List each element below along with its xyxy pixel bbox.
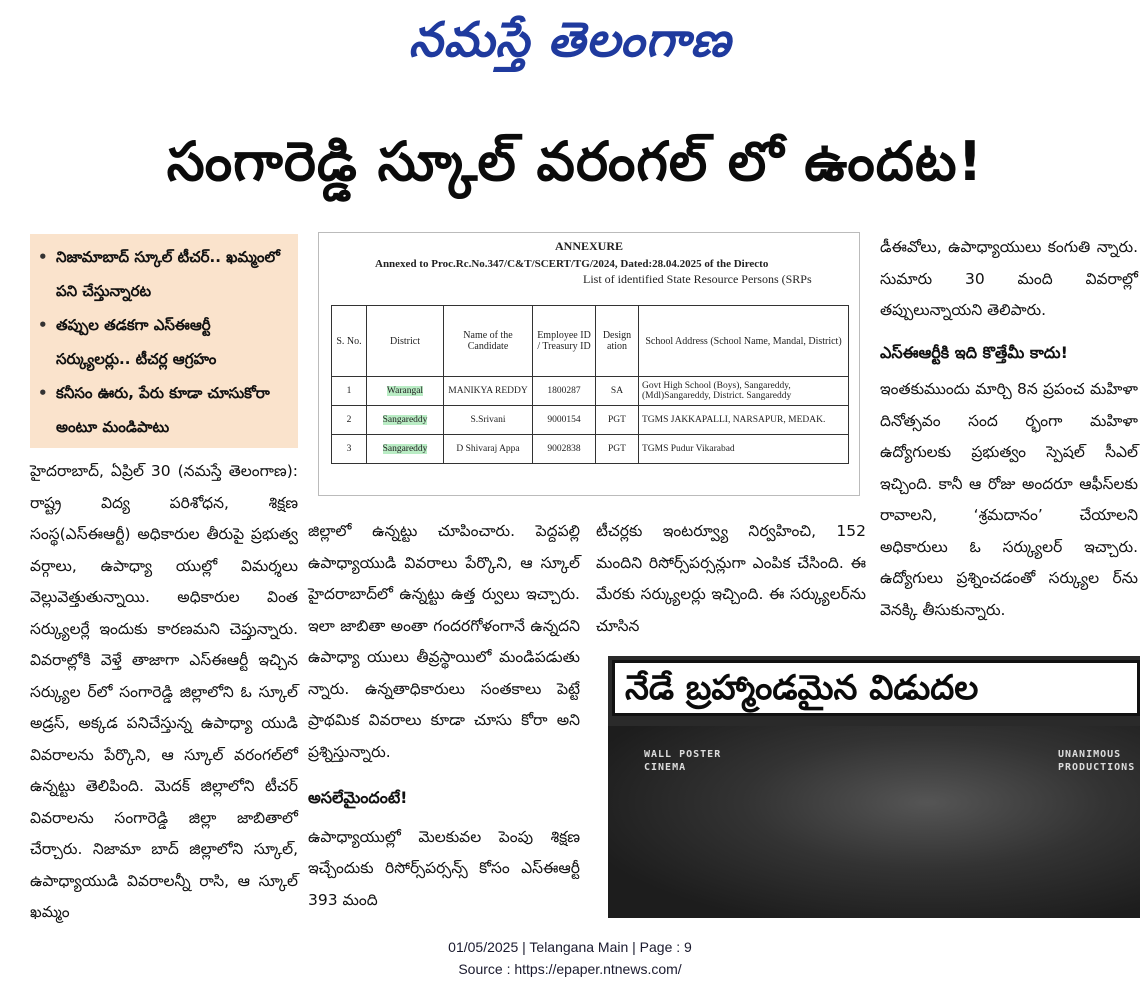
table-row — [332, 406, 849, 435]
cell-sno: 3 — [332, 435, 367, 464]
highlight-text: నిజామాబాద్ స్కూల్ టీచర్.. ఖమ్మంలో పని చేస్తున్నారట — [56, 248, 280, 300]
cell-name: MANIKYA REDDY — [444, 377, 533, 406]
bullet-icon: • — [38, 248, 48, 266]
cell-address: TGMS JAKKAPALLI, NARSAPUR, MEDAK. — [639, 406, 849, 435]
cell-district — [367, 377, 444, 406]
cell-name: S.Srivani — [444, 406, 533, 435]
highlights-box — [30, 234, 298, 448]
highlight-text: కనీసం ఊరు, పేరు కూడా చూసుకోరా అంటూ మండిపాటు — [56, 384, 270, 436]
cell-sno: 2 — [332, 406, 367, 435]
cell-employee-id: 1800287 — [533, 377, 596, 406]
annexure-image — [318, 232, 860, 496]
highlighted-district: Sangareddy — [382, 444, 428, 454]
ad-left-label: WALL POSTER CINEMA — [644, 749, 722, 773]
cell-district — [367, 435, 444, 464]
highlight-text: తప్పుల తడకగా ఎస్ఈఆర్టీ సర్క్యులర్లు.. టీచర్ల ఆగ్రహం — [56, 316, 217, 368]
annexure-reference: Annexed to Proc.Rc.No.347/C&T/SCERT/TG/2024, Dated:28.04.2025 of the Directo — [375, 258, 769, 270]
cell-designation: SA — [596, 377, 639, 406]
subheading-seert: ఎస్ఈఆర్టీకి ఇది కొత్తేమీ కాదు! — [880, 342, 1068, 362]
article-column-4 — [880, 232, 1138, 626]
highlight-item — [38, 376, 290, 444]
cell-employee-id: 9000154 — [533, 406, 596, 435]
cell-name: D Shivaraj Appa — [444, 435, 533, 464]
cell-sno: 1 — [332, 377, 367, 406]
header-designation: Design ation — [596, 306, 639, 377]
bullet-icon: • — [38, 316, 48, 334]
cell-address: TGMS Pudur Vikarabad — [639, 435, 849, 464]
annexure-list-title: List of identified State Resource Persons (SRPs — [583, 272, 812, 286]
column-1-text: హైదరాబాద్, ఏప్రిల్ 30 (నమస్తే తెలంగాణ): రాష్ట్ర విద్య పరిశోధన, శిక్షణ సంస్థ(ఎస్ఈఆర్టీ) అధికారుల తీరుపై ప్రభుత్వ వర్గాలు, ఉపాధ్యా యుల్లో విమర్శలు వెల్లువెత్తుతున్నాయి. అధికారుల వింత సర్క్యులర్లే ఇందుకు కారణమని చెప్తున్నారు. వివరాల్లోకి వెళ్తే తాజాగా ఎస్ఈఆర్టీ ఇచ్చిన సర్క్యుల ర్‌లో సంగారెడ్డి జిల్లాలోని ఓ స్కూల్ అడ్రస్, అక్కడ పనిచేస్తున్న ఉపాధ్యా యుడి వివరాలను పేర్కొని, ఆ స్కూల్ వరంగల్‌లో ఉన్నట్టు తెలిపింది. మెదక్ జిల్లాలోని టీచర్ వివరాలను సంగారెడ్డి జిల్లా జాబితాలో చేర్చారు. నిజామా బాద్ జిల్లాలోని స్కూల్, ఉపాధ్యాయుడి వివరాలన్నీ రాసి, ఆ స్కూల్ ఖమ్మం — [30, 462, 298, 921]
masthead-logo: నమస్తే తెలంగాణ — [408, 12, 732, 68]
highlighted-district: Sangareddy — [382, 415, 428, 425]
article-headline: సంగారెడ్డి స్కూల్ వరంగల్ లో ఉందట! — [166, 130, 984, 193]
annexure-title: ANNEXURE — [554, 239, 623, 253]
table-header-row — [332, 306, 849, 377]
column-2-text: జిల్లాలో ఉన్నట్టు చూపించారు. పెద్దపల్లి ఉపాధ్యాయుడి వివరాలు పేర్కొని, ఆ స్కూల్ హైదరాబాద్‌లో ఉన్నట్టు ఉత్త ర్వులు ఇచ్చారు. ఇలా జాబితా అంతా గందరగోళంగానే ఉన్నదని ఉపాధ్యా యులు తీవ్రస్థాయిలో మండిపడుతు న్నారు. ఉన్నతాధికారులు సంతకాలు పెట్టే ప్రాథమిక వివరాలు కూడా చూసు కోరా అని ప్రశ్నిస్తున్నారు. — [308, 522, 580, 761]
cell-designation: PGT — [596, 406, 639, 435]
table-row — [332, 377, 849, 406]
cell-designation: PGT — [596, 435, 639, 464]
article-column-1 — [30, 456, 298, 929]
header-school-address: School Address (School Name, Mandal, District) — [639, 306, 849, 377]
article-column-2 — [308, 516, 580, 916]
bullet-icon: • — [38, 384, 48, 402]
highlight-item — [38, 308, 290, 376]
header-name: Name of the Candidate — [444, 306, 533, 377]
highlighted-district: Warangal — [386, 386, 424, 396]
cell-employee-id: 9002838 — [533, 435, 596, 464]
ad-banner-text: నేడే బ్రహ్మాండమైన విడుదల — [612, 660, 1140, 716]
table-row — [332, 435, 849, 464]
cell-address: Govt High School (Boys), Sangareddy, (Mdl)Sangareddy, District. Sangareddy — [639, 377, 849, 406]
footer-date-edition: 01/05/2025 | Telangana Main | Page : 9 — [448, 939, 692, 955]
column-4-text-a: డీఈవోలు, ఉపాధ్యాయులు కంగుతి న్నారు. సుమారు 30 మంది వివరాల్లో తప్పులున్నాయని తెలిపారు. — [880, 238, 1138, 319]
highlight-item — [38, 240, 290, 308]
column-3-text: టీచర్లకు ఇంటర్వ్యూ నిర్వహించి, 152 మందిని రిసోర్స్‌పర్సన్లుగా ఎంపిక చేసింది. ఈ మేరకు సర్క్యులర్లు ఇచ్చింది. ఈ సర్క్యులర్‌ను చూసిన — [596, 522, 866, 635]
annexure-table — [331, 305, 849, 464]
column-2-text-b: ఉపాధ్యాయుల్లో మెలకువల పెంపు శిక్షణ ఇచ్చేందుకు రిసోర్స్‌పర్సన్స్ కోసం ఎస్ఈఆర్టీ 393 మంది — [308, 827, 580, 909]
header-employee-id: Employee ID / Treasury ID — [533, 306, 596, 377]
column-4-text-b: ఇంతకుముందు మార్చి 8న ప్రపంచ మహిళా దినోత్సవం సంద ర్భంగా మహిళా ఉద్యోగులకు ప్రభుత్వం స్పెషల్ సీఎల్ ఇచ్చింది. కానీ ఆ రోజు అందరూ ఆఫీస్‌లకు రావాలని, ‘శ్రమదానం’ చేయాలని అధికారులు ఓ సర్క్యులర్ ఇచ్చారు. ఉద్యోగులు ప్రశ్నించడంతో సర్క్యుల ర్‌ను వెనక్కి తీసుకున్నారు. — [880, 380, 1138, 619]
header-sno: S. No. — [332, 306, 367, 377]
movie-advertisement — [608, 656, 1140, 918]
article-column-3 — [596, 516, 866, 642]
page-footer — [0, 936, 1140, 980]
cell-district — [367, 406, 444, 435]
ad-right-label: UNANIMOUS PRODUCTIONS — [1058, 749, 1136, 773]
subheading-asalemaindante: అసలేమైందంటే! — [308, 788, 408, 807]
footer-source: Source : https://epaper.ntnews.com/ — [458, 961, 682, 977]
header-district: District — [367, 306, 444, 377]
